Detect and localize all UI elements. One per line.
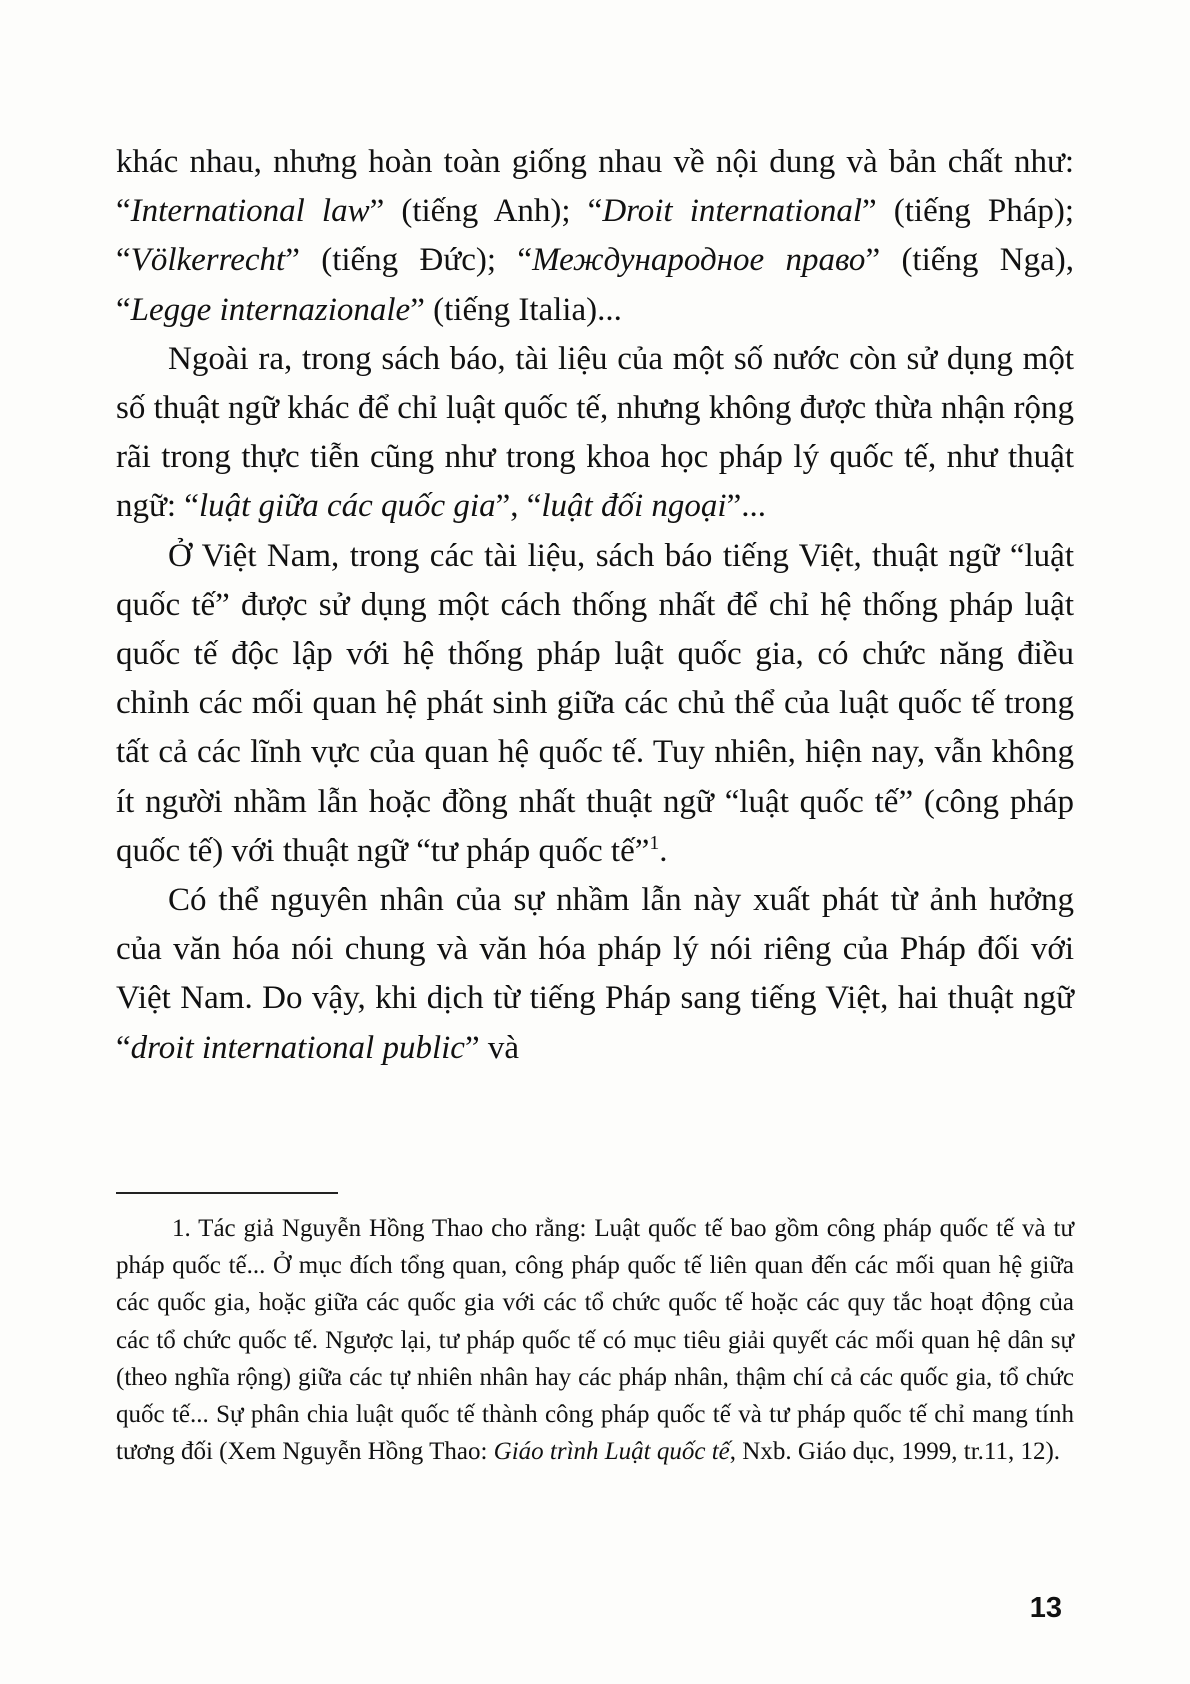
italic-term: luật giữa các quốc gia [198,488,496,525]
italic-term: Международное право [532,242,866,279]
text-run: ” và [464,1029,519,1066]
text-run: ”, “ [495,488,542,525]
italic-term: luật đối ngoại [541,488,727,525]
italic-term: Völkerrecht [130,242,286,279]
italic-term: Droit international [602,193,863,230]
text-run: Ở Việt Nam, trong các tài liệu, sách báo tiếng Việt, thuật ngữ “luật quốc tế” được sử dụng một cách thống nhất để chỉ hệ thống pháp luật quốc tế độc lập với hệ thống pháp luật quốc gia, có chức năng điều chỉnh các mối quan hệ phát sinh giữa các chủ thể của luật quốc tế trong tất cả các lĩnh vực của quan hệ quốc tế. Tuy nhiên, hiện nay, vẫn không ít người nhầm lẫn hoặc đồng nhất thuật ngữ “luật quốc tế” (công pháp quốc tế) với thuật ngữ “tư pháp quốc tế” [116,537,1074,869]
italic-term: droit international public [130,1029,465,1066]
footnote-separator [116,1192,338,1194]
text-run: ” (tiếng Nga), “ [116,242,1074,328]
text-run: ” (tiếng Pháp); “ [116,193,1074,279]
text-run: ”... [726,488,766,525]
italic-term: Legge internazionale [130,291,411,328]
paragraph-1 [116,138,1074,335]
paragraph-3 [116,532,1074,876]
italic-term: International law [130,193,370,230]
text-run: ” (tiếng Anh); “ [369,193,603,230]
footnote-reference: 1 [649,831,660,854]
text-run: Ngoài ra, trong sách báo, tài liệu của một số nước còn sử dụng một số thuật ngữ khác để chỉ luật quốc tế, nhưng không được thừa nhận rộng rãi trong thực tiễn cũng như trong khoa học pháp lý quốc tế, như thuật ngữ: “ [116,340,1074,525]
paragraph-4 [116,876,1074,1073]
footnotes [116,1210,1074,1470]
page-number: 13 [1029,1592,1062,1624]
italic-term: Giáo trình Luật quốc tế [493,1438,730,1466]
paragraph-2 [116,335,1074,532]
footnote-1 [116,1210,1074,1470]
text-run: ” (tiếng Italia)... [410,291,622,328]
text-run: . [659,832,668,869]
text-run: , Nxb. Giáo dục, 1999, tr.11, 12). [729,1438,1061,1466]
body-text [116,138,1074,1073]
text-run: 1. Tác giả Nguyễn Hồng Thao cho rằng: Luật quốc tế bao gồm công pháp quốc tế và tư pháp quốc tế... Ở mục đích tổng quan, công pháp quốc tế liên quan đến các mối quan hệ giữa các quốc gia, hoặc giữa các quốc gia với các tổ chức quốc tế hoặc các quy tắc hoạt động của các tổ chức quốc tế. Ngược lại, tư pháp quốc tế có mục tiêu giải quyết các mối quan hệ dân sự (theo nghĩa rộng) giữa các tự nhiên nhân hay các pháp nhân, thậm chí cả các quốc gia, tổ chức quốc tế... Sự phân chia luật quốc tế thành công pháp quốc tế và tư pháp quốc tế chỉ mang tính tương đối (Xem Nguyễn Hồng Thao: [116,1215,1074,1466]
text-run: khác nhau, nhưng hoàn toàn giống nhau về nội dung và bản chất như: “ [116,144,1074,230]
text-run: Có thể nguyên nhân của sự nhầm lẫn này xuất phát từ ảnh hưởng của văn hóa nói chung và văn hóa pháp lý nói riêng của Pháp đối với Việt Nam. Do vậy, khi dịch từ tiếng Pháp sang tiếng Việt, hai thuật ngữ “ [116,882,1074,1066]
text-run: ” (tiếng Đức); “ [285,242,533,279]
